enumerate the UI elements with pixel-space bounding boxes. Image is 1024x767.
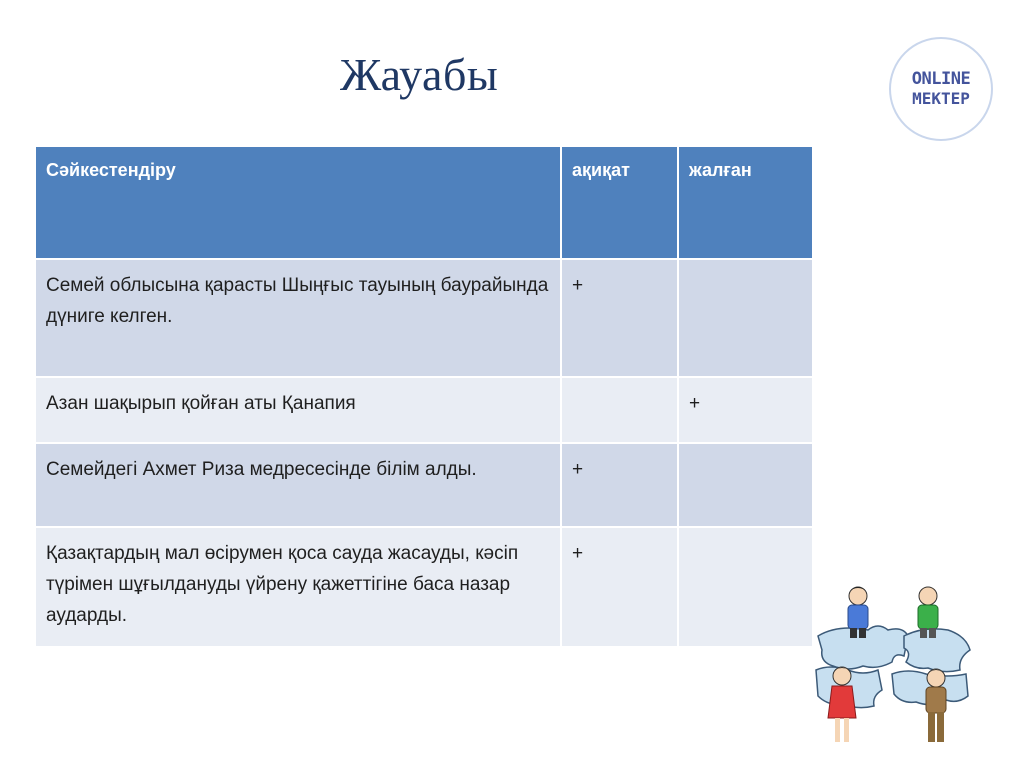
header-true: ақиқат <box>561 146 678 259</box>
online-mekter-logo <box>889 37 993 141</box>
statement-cell: Семейдегі Ахмет Риза медресесінде білім алды. <box>35 443 561 527</box>
statement-cell: Семей облысына қарасты Шыңғыс тауының баурайында дүниге келген. <box>35 259 561 377</box>
statement-cell: Азан шақырып қойған аты Қанапия <box>35 377 561 443</box>
page-title: Жауабы <box>340 49 499 100</box>
false-mark-cell <box>678 527 813 647</box>
table-header-row <box>35 146 813 259</box>
false-mark-cell <box>678 443 813 527</box>
statement-cell: Қазақтардың мал өсірумен қоса сауда жасауды, кәсіп түрімен шұғылдануды үйрену қажеттігіне баса назар аударды. <box>35 527 561 647</box>
true-mark-cell: + <box>561 443 678 527</box>
header-matching: Сәйкестендіру <box>35 146 561 259</box>
logo-line1: ONLINE <box>911 69 971 90</box>
table-row <box>35 259 813 377</box>
true-mark-cell: + <box>561 259 678 377</box>
table-row <box>35 377 813 443</box>
true-mark-cell: + <box>561 527 678 647</box>
four-people-puzzle-illustration <box>808 578 983 748</box>
logo-line2: МЕКТЕР <box>912 88 970 108</box>
header-false: жалған <box>678 146 813 259</box>
answers-table <box>34 145 814 648</box>
table-row <box>35 443 813 527</box>
table-row <box>35 527 813 647</box>
true-mark-cell <box>561 377 678 443</box>
false-mark-cell <box>678 259 813 377</box>
false-mark-cell: + <box>678 377 813 443</box>
